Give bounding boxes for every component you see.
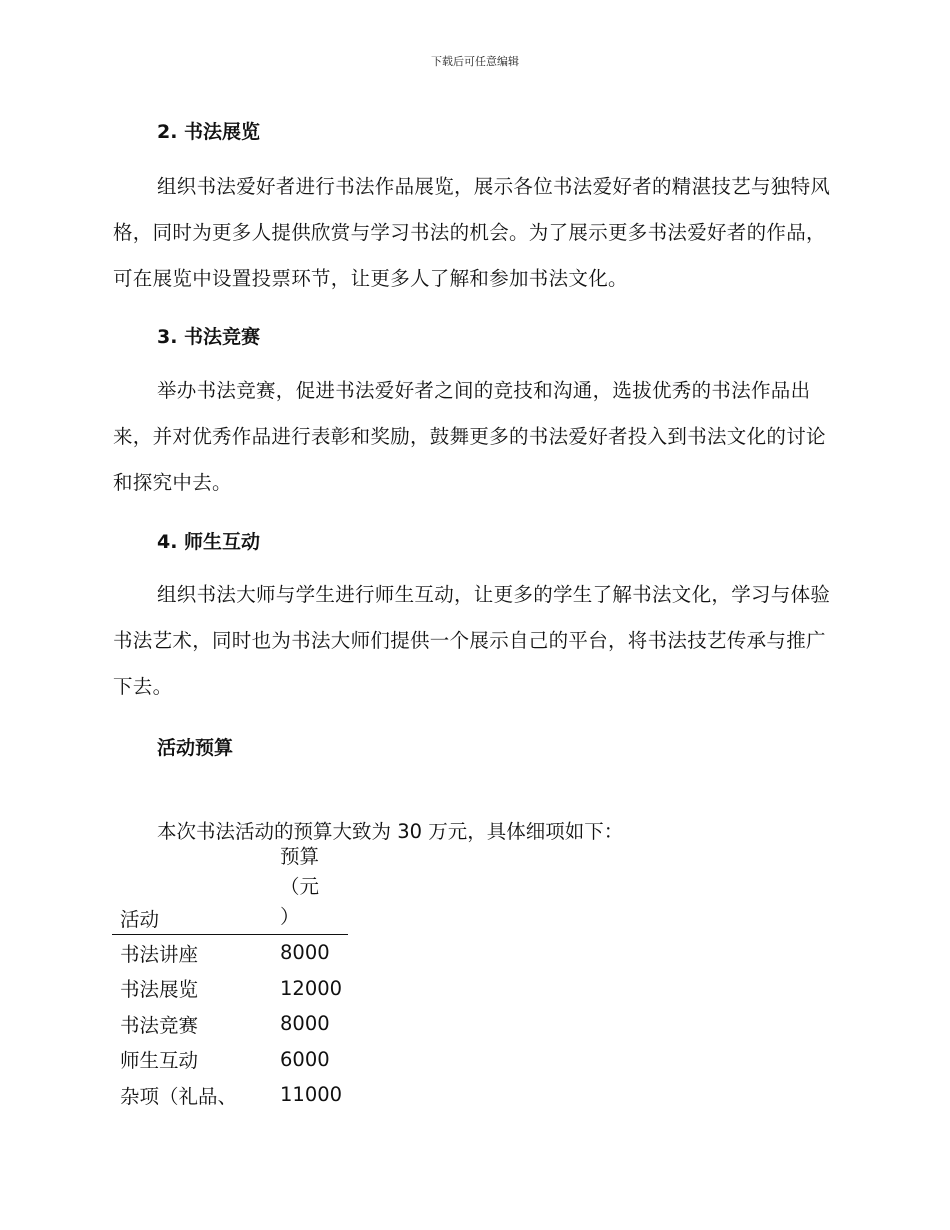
table-row <box>112 935 348 971</box>
col-budget-header <box>272 842 348 935</box>
row-amount: 8000 <box>280 941 330 965</box>
table-row <box>112 1077 348 1113</box>
section-heading-competition: 3. 书法竞赛 <box>157 326 261 348</box>
row-activity: 书法竞赛 <box>120 1013 199 1037</box>
page-header: 下载后可任意编辑 <box>431 55 519 68</box>
row-amount: 8000 <box>280 1012 330 1036</box>
section-heading-exhibition: 2. 书法展览 <box>157 121 261 143</box>
row-activity: 杂项（礼品、 <box>120 1084 238 1108</box>
section-body-competition: 举办书法竞赛，促进书法爱好者之间的竞技和沟通，选拔优秀的书法作品出来，并对优秀作品进行表彰和奖励，鼓舞更多的书法爱好者投入到书法文化的讨论和探究中去。 <box>113 379 826 494</box>
table-row <box>112 971 348 1007</box>
budget-table <box>112 842 348 1113</box>
section-body-exhibition: 组织书法爱好者进行书法作品展览，展示各位书法爱好者的精湛技艺与独特风格，同时为更多人提供欣赏与学习书法的机会。为了展示更多书法爱好者的作品，可在展览中设置投票环节，让更多人了解和参加书法文化。 <box>113 175 831 290</box>
row-activity: 书法展览 <box>120 978 199 1002</box>
budget-intro: 本次书法活动的预算大致为 30 万元，具体细项如下： <box>157 820 624 843</box>
col-budget-line: ） <box>280 905 300 928</box>
budget-heading: 活动预算 <box>157 737 234 759</box>
col-activity-header: 活动 <box>120 908 160 931</box>
row-amount: 6000 <box>280 1047 330 1071</box>
budget-table-header <box>112 842 348 935</box>
row-activity: 书法讲座 <box>120 942 199 966</box>
section-body-interaction: 组织书法大师与学生进行师生互动，让更多的学生了解书法文化，学习与体验书法艺术，同时也为书法大师们提供一个展示自己的平台，将书法技艺传承与推广下去。 <box>113 583 831 698</box>
table-row <box>112 1006 348 1042</box>
row-amount: 11000 <box>280 1083 343 1107</box>
row-amount: 12000 <box>280 976 343 1000</box>
table-row <box>112 1042 348 1078</box>
row-activity: 师生互动 <box>120 1049 199 1073</box>
col-budget-line: 预算 <box>280 845 320 868</box>
col-budget-line: （元 <box>280 875 320 898</box>
section-heading-interaction: 4. 师生互动 <box>157 531 261 553</box>
